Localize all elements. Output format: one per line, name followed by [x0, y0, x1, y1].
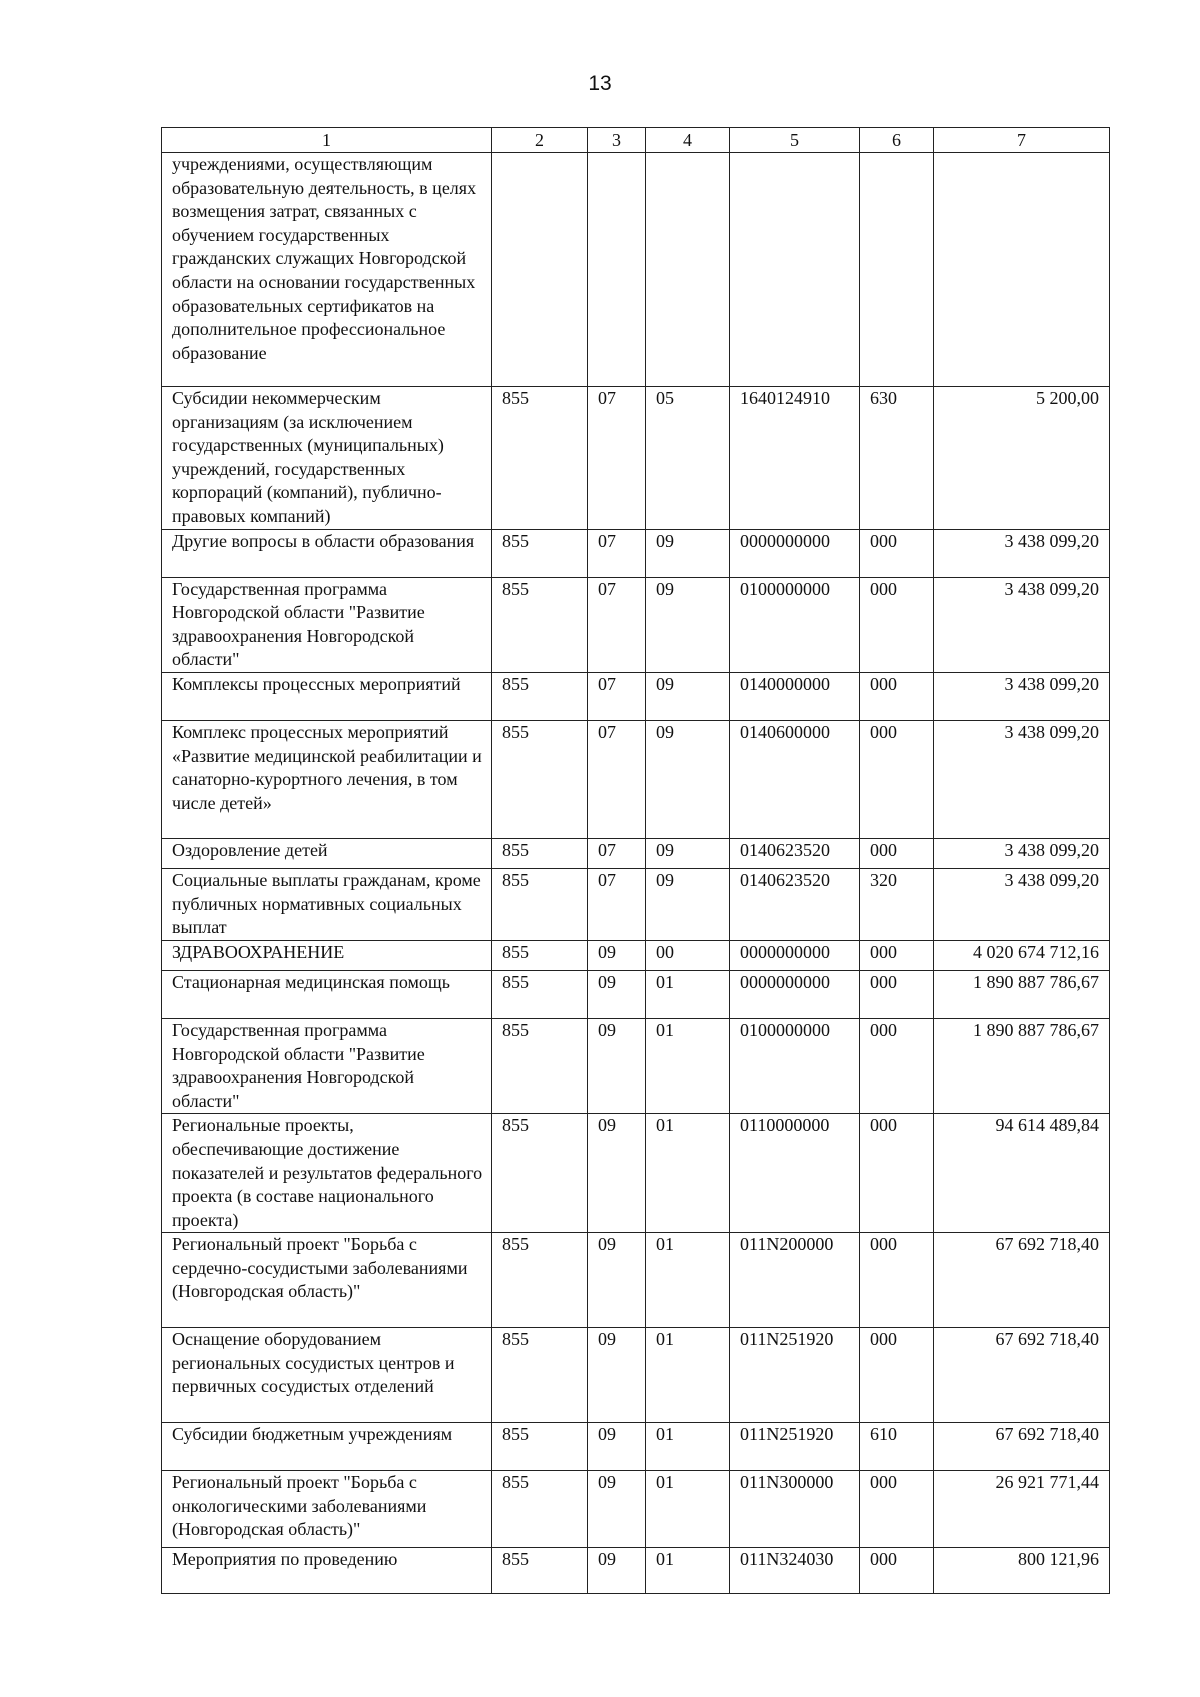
row-name: Оснащение оборудованием региональных сосудистых центров и первичных сосудистых отделений — [162, 1328, 492, 1423]
row-name: Субсидии некоммерческим организациям (за исключением государственных (муниципальных) учреждений, государственных корпораций (компаний), публично-правовых компаний) — [162, 387, 492, 530]
row-vr: 000 — [860, 720, 934, 838]
row-razdel: 09 — [588, 1328, 646, 1423]
row-podrazdel: 01 — [646, 1548, 730, 1594]
table-header-row — [162, 128, 1110, 153]
row-podrazdel: 00 — [646, 940, 730, 970]
column-header: 4 — [646, 128, 730, 153]
row-razdel: 09 — [588, 1471, 646, 1548]
row-name: Социальные выплаты гражданам, кроме публичных нормативных социальных выплат — [162, 868, 492, 940]
row-podrazdel: 09 — [646, 577, 730, 672]
row-podrazdel — [646, 153, 730, 387]
row-amount: 4 020 674 712,16 — [934, 940, 1110, 970]
row-name: Государственная программа Новгородской области "Развитие здравоохранения Новгородской области" — [162, 577, 492, 672]
row-podrazdel: 09 — [646, 529, 730, 577]
table-row — [162, 153, 1110, 387]
row-grbs: 855 — [492, 1471, 588, 1548]
row-csr: 0140600000 — [730, 720, 860, 838]
row-vr: 630 — [860, 387, 934, 530]
row-csr: 1640124910 — [730, 387, 860, 530]
row-name: Комплекс процессных мероприятий «Развитие медицинской реабилитации и санаторно-курортного лечения, в том числе детей» — [162, 720, 492, 838]
row-amount: 1 890 887 786,67 — [934, 970, 1110, 1018]
row-podrazdel: 09 — [646, 672, 730, 720]
row-podrazdel: 09 — [646, 868, 730, 940]
row-razdel: 07 — [588, 838, 646, 868]
row-amount: 94 614 489,84 — [934, 1114, 1110, 1233]
table-row — [162, 1548, 1110, 1594]
row-razdel — [588, 153, 646, 387]
row-razdel: 07 — [588, 529, 646, 577]
row-podrazdel: 09 — [646, 720, 730, 838]
table-row — [162, 720, 1110, 838]
row-podrazdel: 01 — [646, 1233, 730, 1328]
row-amount: 3 438 099,20 — [934, 577, 1110, 672]
row-grbs: 855 — [492, 1018, 588, 1113]
row-name: Мероприятия по проведению — [162, 1548, 492, 1594]
row-csr: 011N324030 — [730, 1548, 860, 1594]
row-podrazdel: 01 — [646, 1018, 730, 1113]
table-row — [162, 529, 1110, 577]
column-header: 6 — [860, 128, 934, 153]
row-vr: 000 — [860, 529, 934, 577]
row-csr: 011N251920 — [730, 1328, 860, 1423]
table-row — [162, 1018, 1110, 1113]
column-header: 7 — [934, 128, 1110, 153]
row-podrazdel: 09 — [646, 838, 730, 868]
row-podrazdel: 01 — [646, 1114, 730, 1233]
row-csr: 0000000000 — [730, 940, 860, 970]
row-name: Стационарная медицинская помощь — [162, 970, 492, 1018]
row-amount: 5 200,00 — [934, 387, 1110, 530]
row-amount: 3 438 099,20 — [934, 868, 1110, 940]
row-amount: 67 692 718,40 — [934, 1423, 1110, 1471]
row-grbs: 855 — [492, 1328, 588, 1423]
row-vr: 610 — [860, 1423, 934, 1471]
row-vr: 000 — [860, 940, 934, 970]
table-row — [162, 940, 1110, 970]
row-vr: 000 — [860, 1471, 934, 1548]
column-header: 2 — [492, 128, 588, 153]
row-name: Субсидии бюджетным учреждениям — [162, 1423, 492, 1471]
table-row — [162, 577, 1110, 672]
row-razdel: 09 — [588, 1233, 646, 1328]
row-name: Региональный проект "Борьба с сердечно-сосудистыми заболеваниями (Новгородская область)" — [162, 1233, 492, 1328]
row-razdel: 09 — [588, 970, 646, 1018]
row-vr: 000 — [860, 970, 934, 1018]
row-name: Комплексы процессных мероприятий — [162, 672, 492, 720]
row-razdel: 09 — [588, 1018, 646, 1113]
row-vr: 000 — [860, 1548, 934, 1594]
row-razdel: 09 — [588, 1114, 646, 1233]
row-razdel: 09 — [588, 1548, 646, 1594]
row-razdel: 07 — [588, 577, 646, 672]
row-grbs: 855 — [492, 970, 588, 1018]
row-grbs: 855 — [492, 940, 588, 970]
row-razdel: 09 — [588, 1423, 646, 1471]
table-row — [162, 970, 1110, 1018]
row-amount: 800 121,96 — [934, 1548, 1110, 1594]
row-grbs: 855 — [492, 838, 588, 868]
row-name: Государственная программа Новгородской области "Развитие здравоохранения Новгородской области" — [162, 1018, 492, 1113]
row-amount: 3 438 099,20 — [934, 838, 1110, 868]
column-header: 1 — [162, 128, 492, 153]
row-amount: 3 438 099,20 — [934, 529, 1110, 577]
row-csr: 0140623520 — [730, 868, 860, 940]
row-amount: 67 692 718,40 — [934, 1233, 1110, 1328]
row-name: Региональные проекты, обеспечивающие достижение показателей и результатов федерального проекта (в составе национального проекта) — [162, 1114, 492, 1233]
row-csr: 0000000000 — [730, 529, 860, 577]
table-row — [162, 672, 1110, 720]
row-csr: 011N200000 — [730, 1233, 860, 1328]
row-podrazdel: 01 — [646, 1423, 730, 1471]
row-amount: 3 438 099,20 — [934, 720, 1110, 838]
column-header: 3 — [588, 128, 646, 153]
row-podrazdel: 05 — [646, 387, 730, 530]
row-grbs: 855 — [492, 577, 588, 672]
row-podrazdel: 01 — [646, 970, 730, 1018]
row-grbs: 855 — [492, 672, 588, 720]
row-vr — [860, 153, 934, 387]
row-grbs — [492, 153, 588, 387]
row-csr: 0100000000 — [730, 577, 860, 672]
row-csr: 011N251920 — [730, 1423, 860, 1471]
row-amount — [934, 153, 1110, 387]
row-name: Оздоровление детей — [162, 838, 492, 868]
row-name: Другие вопросы в области образования — [162, 529, 492, 577]
row-csr: 0140000000 — [730, 672, 860, 720]
row-name: Региональный проект "Борьба с онкологическими заболеваниями (Новгородская область)" — [162, 1471, 492, 1548]
row-amount: 1 890 887 786,67 — [934, 1018, 1110, 1113]
row-vr: 000 — [860, 1328, 934, 1423]
row-grbs: 855 — [492, 1548, 588, 1594]
row-grbs: 855 — [492, 387, 588, 530]
row-vr: 320 — [860, 868, 934, 940]
row-razdel: 07 — [588, 672, 646, 720]
table-row — [162, 1114, 1110, 1233]
table-row — [162, 838, 1110, 868]
row-grbs: 855 — [492, 1114, 588, 1233]
row-grbs: 855 — [492, 720, 588, 838]
row-amount: 26 921 771,44 — [934, 1471, 1110, 1548]
row-csr: 0000000000 — [730, 970, 860, 1018]
table-row — [162, 868, 1110, 940]
row-amount: 67 692 718,40 — [934, 1328, 1110, 1423]
row-razdel: 07 — [588, 868, 646, 940]
row-vr: 000 — [860, 1233, 934, 1328]
row-podrazdel: 01 — [646, 1328, 730, 1423]
row-razdel: 09 — [588, 940, 646, 970]
row-csr: 0140623520 — [730, 838, 860, 868]
row-vr: 000 — [860, 1114, 934, 1233]
row-vr: 000 — [860, 838, 934, 868]
column-header: 5 — [730, 128, 860, 153]
table-row — [162, 1423, 1110, 1471]
row-csr: 011N300000 — [730, 1471, 860, 1548]
row-podrazdel: 01 — [646, 1471, 730, 1548]
row-name: учреждениями, осуществляющим образовательную деятельность, в целях возмещения затрат, связанных с обучением государственных гражданских служащих Новгородской области на основании государственных образовательных сертификатов на дополнительное профессиональное образование — [162, 153, 492, 387]
row-razdel: 07 — [588, 720, 646, 838]
row-grbs: 855 — [492, 529, 588, 577]
row-grbs: 855 — [492, 1233, 588, 1328]
row-csr — [730, 153, 860, 387]
table-row — [162, 1471, 1110, 1548]
table-row — [162, 1328, 1110, 1423]
table-row — [162, 1233, 1110, 1328]
row-vr: 000 — [860, 1018, 934, 1113]
budget-table — [161, 127, 1110, 1594]
row-razdel: 07 — [588, 387, 646, 530]
row-vr: 000 — [860, 577, 934, 672]
row-name: ЗДРАВООХРАНЕНИЕ — [162, 940, 492, 970]
table-row — [162, 387, 1110, 530]
row-csr: 0110000000 — [730, 1114, 860, 1233]
row-vr: 000 — [860, 672, 934, 720]
row-amount: 3 438 099,20 — [934, 672, 1110, 720]
row-grbs: 855 — [492, 1423, 588, 1471]
row-grbs: 855 — [492, 868, 588, 940]
row-csr: 0100000000 — [730, 1018, 860, 1113]
page-number: 13 — [588, 72, 612, 95]
